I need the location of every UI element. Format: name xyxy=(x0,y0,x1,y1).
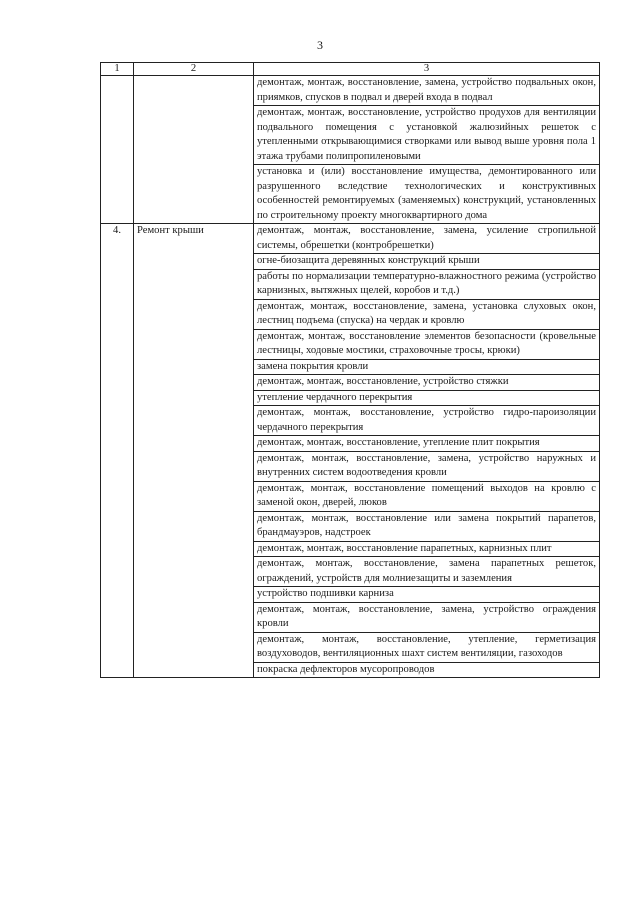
cell-work-item: замена покрытия кровли xyxy=(254,359,600,375)
cell-work-item: демонтаж, монтаж, восстановление, устройство продухов для вентиляции подвального помещения с установкой жалюзийных решеток с утепленными открывающимися створками или вывод выше уровня пола 1 этажа трубами полипропиленовыми xyxy=(254,106,600,165)
header-row xyxy=(101,63,600,76)
cell-work-item: демонтаж, монтаж, восстановление, замена, установка слуховых окон, лестниц подъема (спуска) на чердак и кровлю xyxy=(254,299,600,329)
cell-number xyxy=(101,76,134,224)
cell-work-item: демонтаж, монтаж, восстановление, устройство гидро-пароизоляции чердачного перекрытия xyxy=(254,406,600,436)
header-col-2: 2 xyxy=(134,63,254,76)
page-number: 3 xyxy=(317,38,323,52)
cell-work-item: демонтаж, монтаж, восстановление, замена, устройство ограждения кровли xyxy=(254,602,600,632)
cell-work-item: покраска дефлекторов мусоропроводов xyxy=(254,662,600,678)
cell-work-item: демонтаж, монтаж, восстановление или замена покрытий парапетов, брандмауэров, надстроек xyxy=(254,511,600,541)
cell-work-item: работы по нормализации температурно-влажностного режима (устройство карнизных, вытяжных щелей, коробов и т.д.) xyxy=(254,269,600,299)
header-col-1: 1 xyxy=(101,63,134,76)
cell-work-item: демонтаж, монтаж, восстановление, утепление плит покрытия xyxy=(254,436,600,452)
works-table xyxy=(100,62,600,678)
table-row xyxy=(101,76,600,106)
cell-work-item: демонтаж, монтаж, восстановление, замена, усиление стропильной системы, обрешетки (контробрешетки) xyxy=(254,224,600,254)
cell-work-item: демонтаж, монтаж, восстановление, устройство стяжки xyxy=(254,375,600,391)
cell-work-item: демонтаж, монтаж, восстановление парапетных, карнизных плит xyxy=(254,541,600,557)
cell-work-item: утепление чердачного перекрытия xyxy=(254,390,600,406)
cell-work-item: демонтаж, монтаж, восстановление элементов безопасности (кровельные лестницы, ходовые мостики, страховочные тросы, крюки) xyxy=(254,329,600,359)
cell-work-type xyxy=(134,76,254,224)
section-name: Ремонт крыши xyxy=(134,224,254,678)
section-number: 4. xyxy=(101,224,134,678)
cell-work-item: устройство подшивки карниза xyxy=(254,587,600,603)
cell-work-item: установка и (или) восстановление имущества, демонтированного или разрушенного вследствие технологических и конструктивных особенностей ремонтируемых (заменяемых) конструкций, установленных по строительному проекту многоквартирного дома xyxy=(254,165,600,224)
cell-work-item: демонтаж, монтаж, восстановление, замена, устройство подвальных окон, приямков, спусков в подвал и дверей входа в подвал xyxy=(254,76,600,106)
header-col-3: 3 xyxy=(254,63,600,76)
cell-work-item: демонтаж, монтаж, восстановление, утепление, герметизация воздуховодов, вентиляционных шахт систем вентиляции, газоходов xyxy=(254,632,600,662)
cell-work-item: демонтаж, монтаж, восстановление помещений выходов на кровлю с заменой окон, дверей, люков xyxy=(254,481,600,511)
table-row xyxy=(101,224,600,254)
cell-work-item: огне-биозащита деревянных конструкций крыши xyxy=(254,254,600,270)
cell-work-item: демонтаж, монтаж, восстановление, замена парапетных решеток, ограждений, устройств для молниезащиты и заземления xyxy=(254,557,600,587)
cell-work-item: демонтаж, монтаж, восстановление, замена, устройство наружных и внутренних систем водоотведения кровли xyxy=(254,451,600,481)
